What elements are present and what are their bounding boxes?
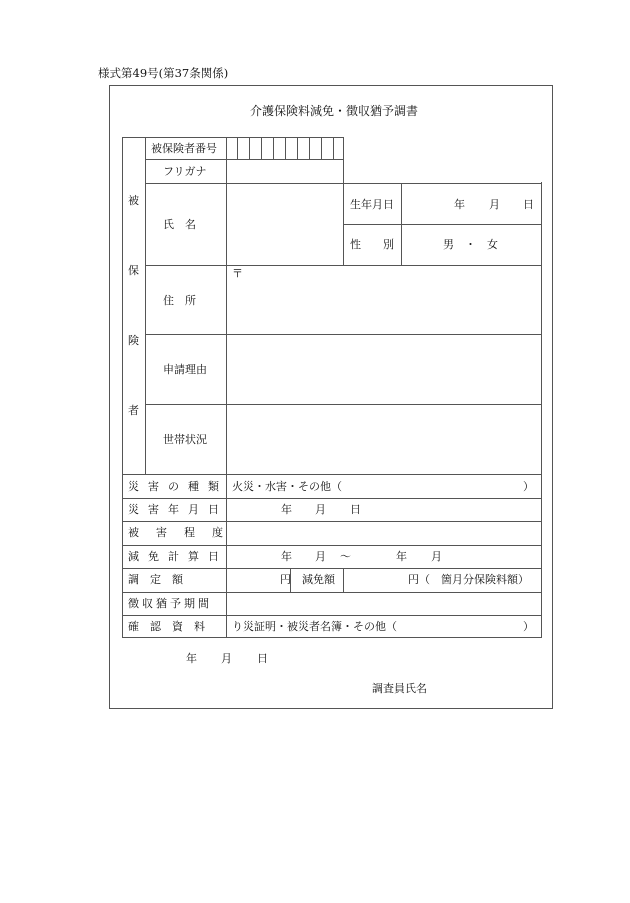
investigator-label: 調査員氏名: [372, 682, 427, 695]
deferral-label: 徴収猶予期間: [128, 597, 212, 610]
name-label: 氏 名: [163, 218, 196, 231]
reduction-yen: 円（: [408, 573, 430, 586]
group-char-4: 者: [128, 404, 139, 417]
form-number: 様式第49号(第37条関係): [98, 66, 229, 80]
calc-tilde: 〜: [340, 550, 351, 563]
address-label: 住 所: [163, 294, 196, 307]
birth-year: 年: [454, 198, 465, 211]
disaster-year: 年: [281, 503, 292, 516]
insured-number-label: 被保険者番号: [151, 142, 217, 155]
footer-day: 日: [257, 652, 268, 665]
confirm-close: ）: [523, 620, 534, 633]
group-divider: [145, 137, 146, 474]
disaster-date-label: 災害年月日: [128, 503, 228, 516]
adjust-yen: 円: [280, 573, 291, 586]
calc-label: 減免計算日: [128, 550, 228, 563]
disaster-month: 月: [315, 503, 326, 516]
confirm-value: り災証明・被災者名簿・その他（: [232, 620, 397, 633]
birth-day: 日: [523, 198, 534, 211]
adjust-label: 調 定 額: [128, 573, 183, 586]
sex-label: 性 別: [350, 238, 394, 251]
reduction-note: 箇月分保険料額）: [441, 573, 529, 586]
furigana-label: フリガナ: [163, 165, 207, 178]
disaster-type-value: 火災・水害・その他（: [232, 480, 342, 493]
household-label: 世帯状況: [163, 433, 207, 446]
disaster-day: 日: [350, 503, 361, 516]
footer-year: 年: [186, 652, 197, 665]
footer-month: 月: [221, 652, 232, 665]
calc-year-1: 年: [281, 550, 292, 563]
damage-label: 被害程度: [128, 526, 240, 539]
calc-month-1: 月: [315, 550, 326, 563]
calc-year-2: 年: [396, 550, 407, 563]
reduction-label: 減免額: [302, 573, 335, 586]
disaster-type-label: 災害の種類: [128, 480, 228, 493]
sex-options: 男 ・ 女: [443, 238, 498, 251]
disaster-type-close: ）: [523, 480, 534, 493]
form-title: 介護保険料減免・徴収猶予調書: [250, 104, 419, 118]
confirm-label: 確 認 資 料: [128, 620, 205, 633]
group-char-2: 保: [128, 264, 139, 277]
calc-month-2: 月: [431, 550, 442, 563]
adjust-divider-2: [343, 568, 344, 592]
postal-mark: 〒: [232, 267, 243, 280]
reason-label: 申請理由: [163, 363, 207, 376]
group-char-1: 被: [128, 194, 139, 207]
birth-month: 月: [489, 198, 500, 211]
group-char-3: 険: [128, 334, 139, 347]
birthdate-label: 生年月日: [350, 198, 394, 211]
